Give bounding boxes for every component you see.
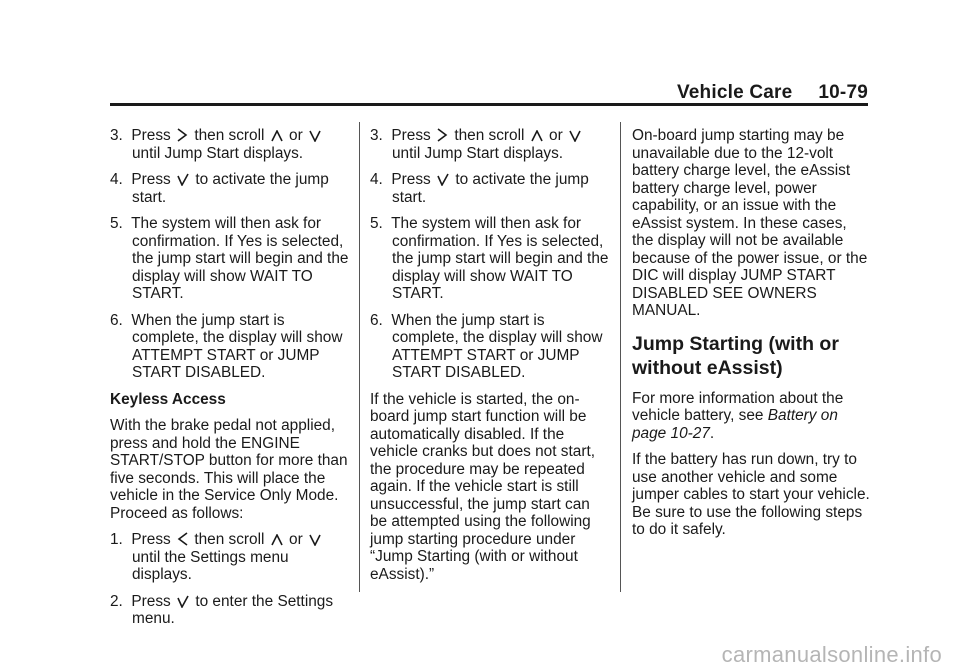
header-rule (110, 103, 868, 106)
run-down-paragraph: If the battery has run down, try to use another vehicle and some jumper cables to start your vehicle. Be sure to use the following steps to do it safely. (632, 451, 870, 538)
chevron-right-icon (437, 128, 448, 142)
watermark: carmanualsonline.info (721, 642, 942, 667)
chevron-up-icon (531, 130, 543, 142)
step-4: 4. Press to activate the jump start. (370, 171, 589, 206)
chevron-down-icon (309, 130, 321, 142)
step-5: 5. The system will then ask for confirmation. If Yes is selected, the jump start will begin and the display will show WAIT TO START. (110, 215, 349, 302)
chevron-down-icon (569, 130, 581, 142)
chevron-down-icon (309, 534, 321, 546)
checkmark-icon (177, 595, 189, 608)
step-3: 3. Press then scroll or until Jump Start displays. (110, 127, 350, 162)
step-3: 3. Press then scroll or until Jump Start displays. (370, 127, 610, 162)
step-6: 6. When the jump start is complete, the display will show ATTEMPT START or JUMP START DISABLED. (370, 311, 603, 381)
chevron-up-icon (271, 130, 283, 142)
battery-info-paragraph: For more information about the vehicle battery, see Battery on page 10-27. (632, 389, 844, 442)
keyless-access-paragraph: With the brake pedal not applied, press and hold the ENGINE START/STOP button for more than five seconds. This will place the vehicle in the Service Only Mode. Proceed as follows: (110, 417, 348, 522)
section-title: Vehicle Care (676, 82, 793, 103)
checkmark-icon (437, 173, 449, 186)
column-1 (110, 127, 350, 637)
step-4: 4. Press to activate the jump start. (110, 171, 329, 206)
restart-paragraph: If the vehicle is started, the on-board jump start function will be automatically disabled. If the vehicle cranks but does not start, the procedure may be repeated again. If the vehicle start is still unsuccessful, the jump start can be attempted using the following jump starting procedure under “Jump Starting (with or without eAssist).” (370, 390, 595, 583)
battery-page-link[interactable]: Battery on page 10-27 (632, 407, 838, 442)
chevron-left-icon (177, 532, 188, 546)
chevron-up-icon (271, 534, 283, 546)
checkmark-icon (177, 173, 189, 186)
section-heading: Jump Starting (with or without eAssist) (632, 332, 839, 379)
page-header (677, 82, 868, 104)
availability-paragraph: On-board jump starting may be unavailable due to the 12-volt battery charge level, the eAssist battery charge level, power capability, or an issue with the eAssist system. In these cases, the display will not be available because of the power issue, or the DIC will display JUMP START DISABLED SEE OWNERS MANUAL. (632, 127, 868, 319)
keyless-step-2: 2. Press to enter the Settings menu. (110, 592, 334, 627)
chevron-right-icon (177, 128, 188, 142)
keyless-step-1: 1. Press then scroll or until the Settings menu displays. (110, 531, 350, 584)
column-divider (620, 122, 621, 592)
column-3 (632, 127, 870, 548)
column-divider (359, 122, 360, 592)
keyless-access-heading: Keyless Access (110, 390, 226, 408)
page-number: 10-79 (818, 82, 868, 103)
step-6: 6. When the jump start is complete, the display will show ATTEMPT START or JUMP START DISABLED. (110, 311, 343, 381)
column-2 (370, 127, 610, 592)
step-5: 5. The system will then ask for confirmation. If Yes is selected, the jump start will begin and the display will show WAIT TO START. (370, 215, 609, 302)
